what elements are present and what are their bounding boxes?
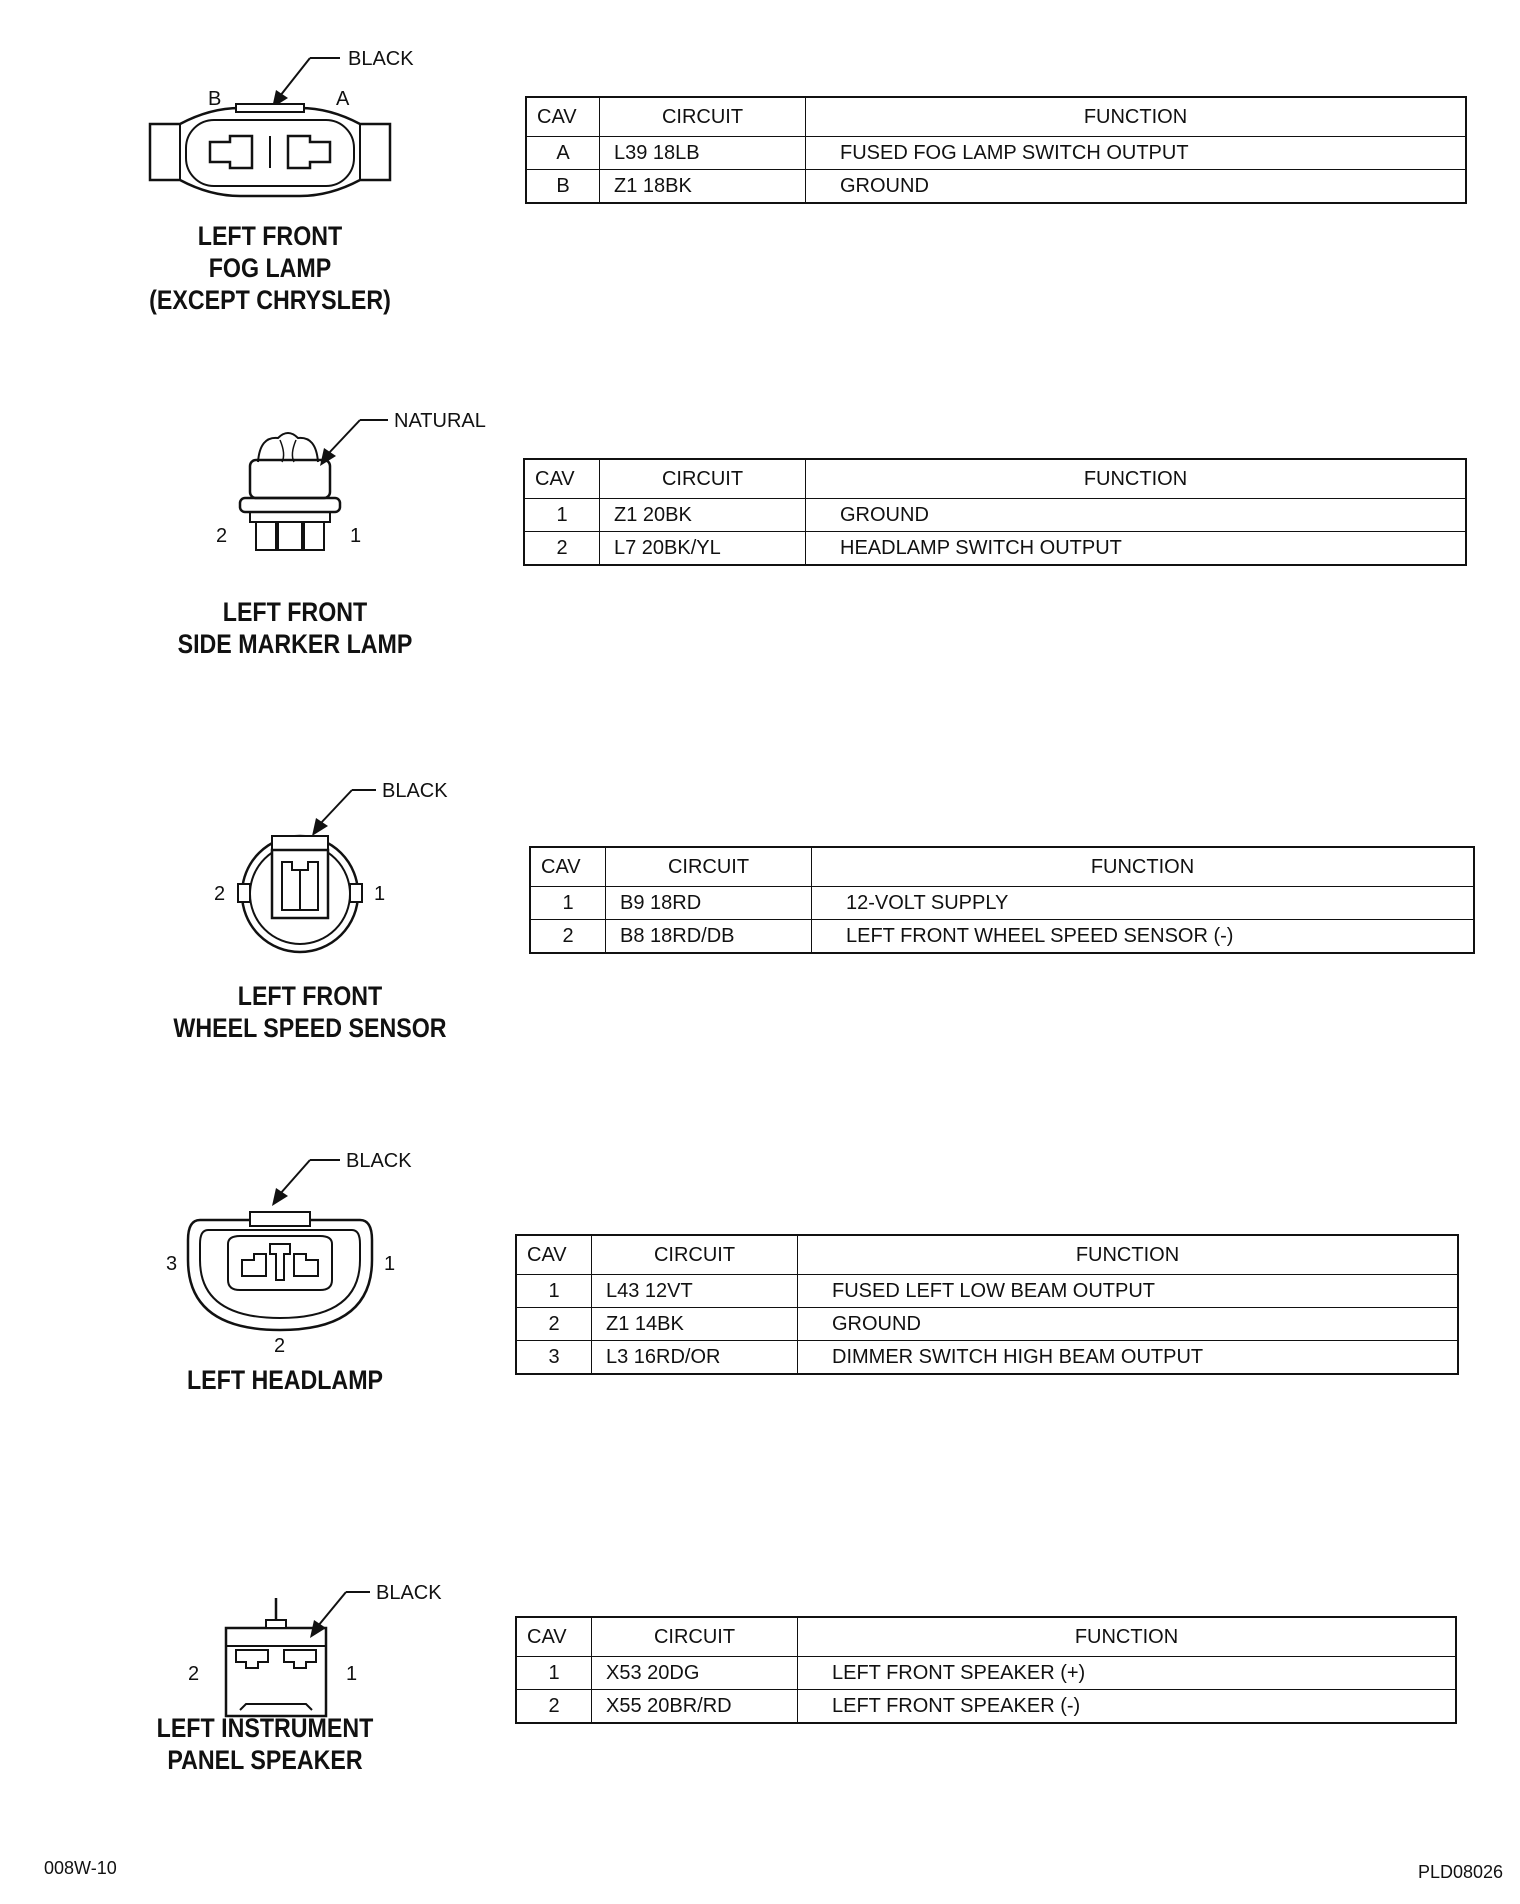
function-header: FUNCTION	[806, 459, 1467, 499]
circuit-cell: B9 18RD	[606, 887, 812, 920]
table-header-row	[516, 1235, 1458, 1275]
fog-lamp-pin-b-label: B	[208, 88, 222, 110]
wheel-speed-title	[164, 980, 456, 1044]
function-cell: GROUND	[798, 1308, 1459, 1341]
circuit-cell: Z1 18BK	[600, 170, 806, 204]
table-row	[526, 137, 1466, 170]
figure-id: PLD08026	[1418, 1862, 1504, 1882]
headlamp-pin-1-label: 1	[384, 1253, 396, 1275]
cav-cell: 2	[516, 1690, 592, 1724]
cav-header: CAV	[524, 459, 600, 499]
fog-lamp-connector-icon	[140, 40, 440, 220]
fog-lamp-pin-a-label: A	[336, 88, 350, 110]
function-cell: LEFT FRONT SPEAKER (-)	[798, 1690, 1457, 1724]
wheel-speed-pinout-table	[529, 846, 1475, 954]
speaker-pin-2-label: 2	[188, 1663, 200, 1685]
side-marker-pinout-table	[523, 458, 1467, 566]
circuit-header: CIRCUIT	[592, 1617, 798, 1657]
fog-lamp-title-line-1: LEFT FRONT	[197, 221, 343, 251]
function-cell: 12-VOLT SUPPLY	[812, 887, 1475, 920]
table-header-row	[524, 459, 1466, 499]
function-cell: DIMMER SWITCH HIGH BEAM OUTPUT	[798, 1341, 1459, 1375]
speaker-pinout-table	[515, 1616, 1457, 1724]
function-cell: GROUND	[806, 170, 1467, 204]
circuit-cell: B8 18RD/DB	[606, 920, 812, 954]
wheel-speed-connector-icon	[200, 770, 460, 970]
circuit-header: CIRCUIT	[592, 1235, 798, 1275]
headlamp-connector-diagram	[150, 1140, 430, 1375]
page-number: 008W-10	[44, 1858, 117, 1878]
speaker-color-label: BLACK	[376, 1582, 442, 1604]
table-header-row	[516, 1617, 1456, 1657]
table-row	[516, 1657, 1456, 1690]
headlamp-pin-2-label: 2	[274, 1335, 286, 1357]
table-row	[524, 499, 1466, 532]
table-row	[524, 532, 1466, 566]
speaker-title-line-1: LEFT INSTRUMENT	[156, 1713, 374, 1743]
side-marker-title-line-2: SIDE MARKER LAMP	[177, 629, 413, 659]
cav-cell: 1	[530, 887, 606, 920]
side-marker-pin-1-label: 1	[350, 525, 362, 547]
circuit-header: CIRCUIT	[600, 97, 806, 137]
cav-cell: 2	[524, 532, 600, 566]
headlamp-connector-icon	[150, 1140, 430, 1370]
function-cell: FUSED LEFT LOW BEAM OUTPUT	[798, 1275, 1459, 1308]
table-header-row	[530, 847, 1474, 887]
fog-lamp-title-line-3: (EXCEPT CHRYSLER)	[149, 285, 391, 315]
circuit-header: CIRCUIT	[600, 459, 806, 499]
function-cell: LEFT FRONT WHEEL SPEED SENSOR (-)	[812, 920, 1475, 954]
side-marker-color-label: NATURAL	[394, 410, 486, 432]
circuit-cell: Z1 20BK	[600, 499, 806, 532]
circuit-cell: X53 20DG	[592, 1657, 798, 1690]
speaker-pin-1-label: 1	[346, 1663, 358, 1685]
headlamp-title-line-1: LEFT HEADLAMP	[186, 1365, 384, 1395]
cav-cell: 3	[516, 1341, 592, 1375]
function-header: FUNCTION	[812, 847, 1475, 887]
function-header: FUNCTION	[806, 97, 1467, 137]
function-header: FUNCTION	[798, 1617, 1457, 1657]
function-cell: GROUND	[806, 499, 1467, 532]
side-marker-connector-diagram	[200, 400, 500, 595]
fog-lamp-connector-diagram	[140, 40, 440, 225]
circuit-cell: L3 16RD/OR	[592, 1341, 798, 1375]
function-cell: HEADLAMP SWITCH OUTPUT	[806, 532, 1467, 566]
wheel-speed-title-line-1: LEFT FRONT	[237, 981, 383, 1011]
cav-cell: B	[526, 170, 600, 204]
headlamp-title	[143, 1364, 427, 1396]
cav-header: CAV	[530, 847, 606, 887]
headlamp-pinout-table	[515, 1234, 1459, 1375]
wheel-speed-color-label: BLACK	[382, 780, 448, 802]
side-marker-title-line-1: LEFT FRONT	[222, 597, 368, 627]
cav-header: CAV	[516, 1617, 592, 1657]
cav-cell: 1	[516, 1275, 592, 1308]
cav-cell: A	[526, 137, 600, 170]
cav-cell: 2	[530, 920, 606, 954]
circuit-cell: Z1 14BK	[592, 1308, 798, 1341]
function-cell: LEFT FRONT SPEAKER (+)	[798, 1657, 1457, 1690]
function-header: FUNCTION	[798, 1235, 1459, 1275]
wheel-speed-pin-2-label: 2	[214, 883, 226, 905]
cav-header: CAV	[516, 1235, 592, 1275]
cav-header: CAV	[526, 97, 600, 137]
wheel-speed-pin-1-label: 1	[374, 883, 386, 905]
function-cell: FUSED FOG LAMP SWITCH OUTPUT	[806, 137, 1467, 170]
cav-cell: 2	[516, 1308, 592, 1341]
circuit-header: CIRCUIT	[606, 847, 812, 887]
side-marker-title	[153, 596, 437, 660]
fog-lamp-pinout-table	[525, 96, 1467, 204]
side-marker-pin-2-label: 2	[216, 525, 228, 547]
fog-lamp-title	[124, 220, 416, 316]
table-row	[516, 1690, 1456, 1724]
headlamp-color-label: BLACK	[346, 1150, 412, 1172]
wheel-speed-connector-diagram	[200, 770, 460, 975]
table-row	[526, 170, 1466, 204]
cav-cell: 1	[516, 1657, 592, 1690]
table-row	[516, 1308, 1458, 1341]
speaker-title-line-2: PANEL SPEAKER	[167, 1745, 363, 1775]
side-marker-connector-icon	[200, 400, 500, 590]
fog-lamp-color-label: BLACK	[348, 48, 414, 70]
table-row	[530, 920, 1474, 954]
table-header-row	[526, 97, 1466, 137]
circuit-cell: X55 20BR/RD	[592, 1690, 798, 1724]
circuit-cell: L7 20BK/YL	[600, 532, 806, 566]
speaker-title	[123, 1712, 407, 1776]
table-row	[516, 1275, 1458, 1308]
table-row	[530, 887, 1474, 920]
circuit-cell: L43 12VT	[592, 1275, 798, 1308]
circuit-cell: L39 18LB	[600, 137, 806, 170]
fog-lamp-title-line-2: FOG LAMP	[208, 253, 332, 283]
table-row	[516, 1341, 1458, 1375]
wheel-speed-title-line-2: WHEEL SPEED SENSOR	[173, 1013, 447, 1043]
cav-cell: 1	[524, 499, 600, 532]
headlamp-pin-3-label: 3	[166, 1253, 178, 1275]
